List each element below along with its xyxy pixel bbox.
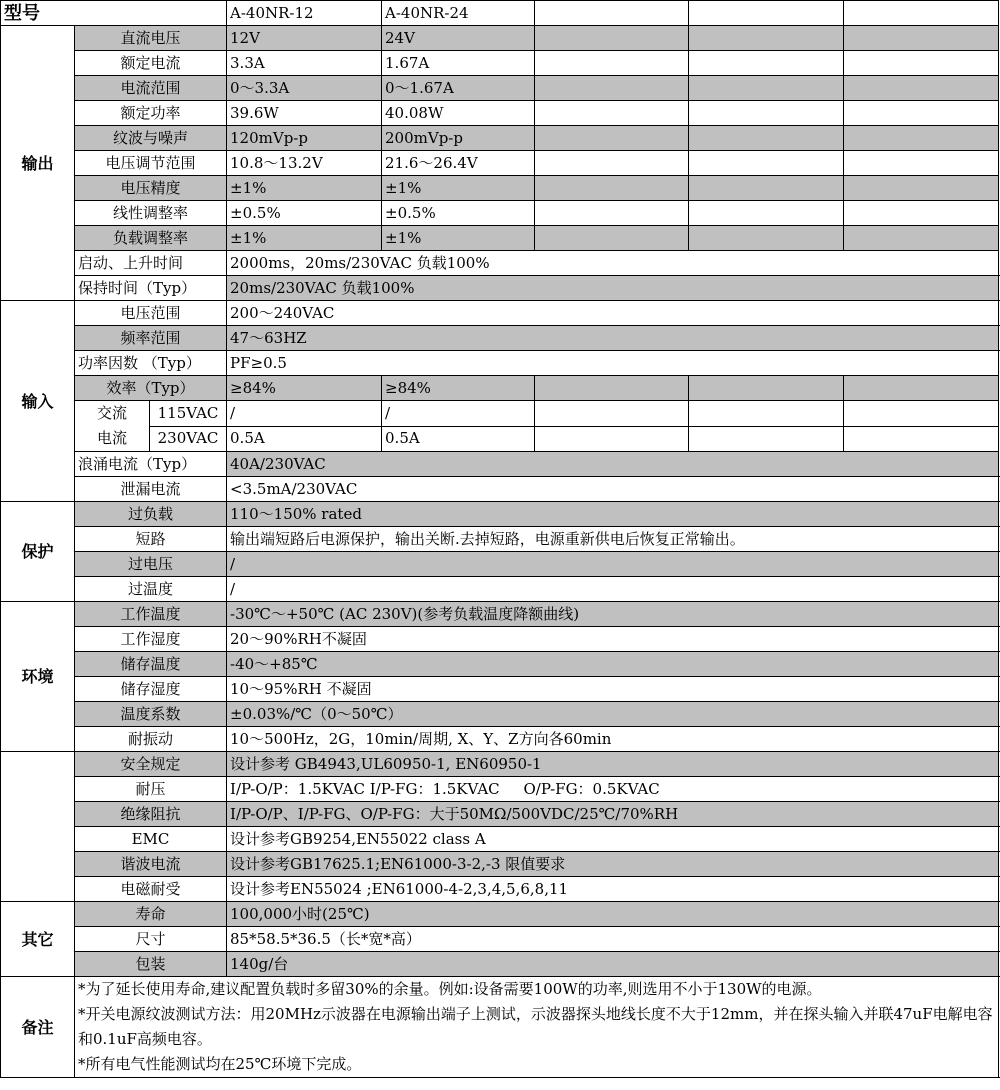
empty-cell — [689, 376, 844, 401]
empty-cell — [535, 226, 689, 251]
row-value: 85*58.5*36.5（长*宽*高） — [227, 927, 999, 952]
section-label-safety — [1, 752, 75, 902]
spec-row — [1, 752, 999, 777]
row-value: 10～95%RH 不凝固 — [227, 677, 999, 702]
spec-row — [1, 51, 999, 76]
empty-cell — [535, 126, 689, 151]
note-item: *所有电气性能测试均在25℃环境下完成。 — [78, 1055, 362, 1073]
spec-row — [1, 927, 999, 952]
row-value: / — [382, 401, 535, 427]
note-item: *开关电源纹波测试方法：用20MHz示波器在电源输出端子上测试，示波器探头地线长度不大于12mm，并在探头输入并联47uF电解电容和0.1uF高频电容。 — [78, 1005, 993, 1048]
row-value: 20ms/230VAC 负载100% — [227, 276, 999, 301]
empty-cell — [535, 51, 689, 76]
empty-cell — [535, 26, 689, 51]
spec-row — [1, 101, 999, 126]
empty-cell — [844, 26, 999, 51]
row-label: 功率因数 （Typ） — [75, 351, 227, 376]
empty-cell — [844, 426, 999, 452]
row-label: 效率（Typ） — [75, 376, 227, 401]
row-value: 10～500Hz，2G，10min/周期, X、Y、Z方向各60min — [227, 727, 999, 752]
spec-row — [1, 251, 999, 276]
row-label: 储存温度 — [75, 652, 227, 677]
spec-row — [1, 376, 999, 401]
row-label: 线性调整率 — [75, 201, 227, 226]
row-label: 工作湿度 — [75, 627, 227, 652]
row-value: ±1% — [382, 176, 535, 201]
spec-row — [1, 552, 999, 577]
row-value: I/P-O/P、I/P-FG、O/P-FG：大于50MΩ/500VDC/25℃/70%RH — [227, 802, 999, 827]
row-value: PF≥0.5 — [227, 351, 999, 376]
spec-row — [1, 802, 999, 827]
row-value: 设计参考GB17625.1;EN61000-3-2,-3 限值要求 — [227, 852, 999, 877]
row-label: 过电压 — [75, 552, 227, 577]
row-value: 10.8～13.2V — [227, 151, 382, 176]
row-value: 3.3A — [227, 51, 382, 76]
row-value: 0.5A — [227, 426, 382, 452]
row-value: 40A/230VAC — [227, 452, 999, 477]
row-value: 12V — [227, 26, 382, 51]
row-value: / — [227, 577, 999, 602]
row-value: 设计参考EN55024 ;EN61000-4-2,3,4,5,6,8,11 — [227, 877, 999, 902]
row-label: 耐压 — [75, 777, 227, 802]
row-label: 额定电流 — [75, 51, 227, 76]
spec-row — [1, 351, 999, 376]
ac-voltage: 115VAC — [150, 401, 227, 427]
spec-row — [1, 502, 999, 527]
section-label-environment: 环境 — [1, 602, 75, 752]
row-value: 0～3.3A — [227, 76, 382, 101]
row-value: ±0.03%/℃（0～50℃） — [227, 702, 999, 727]
row-value: 200mVp-p — [382, 126, 535, 151]
spec-row — [1, 877, 999, 902]
row-label: 寿命 — [75, 902, 227, 927]
row-label: 电压调节范围 — [75, 151, 227, 176]
empty-cell — [844, 376, 999, 401]
empty-cell — [844, 401, 999, 427]
empty-cell — [844, 176, 999, 201]
spec-row — [1, 627, 999, 652]
row-value: 20～90%RH不凝固 — [227, 627, 999, 652]
row-value: ±1% — [227, 226, 382, 251]
empty-cell — [844, 201, 999, 226]
row-value: 1.67A — [382, 51, 535, 76]
row-label: EMC — [75, 827, 227, 852]
spec-row — [1, 677, 999, 702]
row-label: 电压精度 — [75, 176, 227, 201]
row-label: 尺寸 — [75, 927, 227, 952]
spec-row — [1, 902, 999, 927]
row-label: 启动、上升时间 — [75, 251, 227, 276]
row-label: 过负载 — [75, 502, 227, 527]
section-label-input: 输入 — [1, 301, 75, 502]
row-value: -40～+85℃ — [227, 652, 999, 677]
empty-cell — [689, 76, 844, 101]
empty-cell — [844, 151, 999, 176]
row-value: 0～1.67A — [382, 76, 535, 101]
spec-row — [1, 26, 999, 51]
row-label: 保持时间（Typ） — [75, 276, 227, 301]
section-label-notes: 备注 — [1, 977, 75, 1078]
model-name — [844, 1, 999, 26]
empty-cell — [689, 401, 844, 427]
empty-cell — [844, 76, 999, 101]
spec-row — [1, 176, 999, 201]
row-value: I/P-O/P：1.5KVAC I/P-FG：1.5KVAC O/P-FG：0.5KVAC — [227, 777, 999, 802]
row-value: 200～240VAC — [227, 301, 999, 326]
spec-row — [1, 201, 999, 226]
section-label-protection: 保护 — [1, 502, 75, 602]
row-label: 电压范围 — [75, 301, 227, 326]
row-label: 耐振动 — [75, 727, 227, 752]
row-value: / — [227, 552, 999, 577]
model-header: 型号 — [1, 1, 227, 26]
row-label: 负载调整率 — [75, 226, 227, 251]
spec-row — [1, 426, 999, 452]
row-value: 110～150% rated — [227, 502, 999, 527]
note-item: *为了延长使用寿命,建议配置负载时多留30%的余量。例如:设备需要100W的功率,则选用不小于130W的电源。 — [78, 980, 822, 998]
row-value: 0.5A — [382, 426, 535, 452]
empty-cell — [535, 376, 689, 401]
row-value: ±1% — [382, 226, 535, 251]
row-label: 电磁耐受 — [75, 877, 227, 902]
model-row — [1, 1, 999, 26]
row-value: 2000ms，20ms/230VAC 负载100% — [227, 251, 999, 276]
empty-cell — [689, 426, 844, 452]
spec-row — [1, 276, 999, 301]
spec-row — [1, 577, 999, 602]
empty-cell — [844, 126, 999, 151]
row-value: 100,000小时(25℃) — [227, 902, 999, 927]
row-label: 直流电压 — [75, 26, 227, 51]
empty-cell — [689, 226, 844, 251]
spec-row — [1, 727, 999, 752]
empty-cell — [535, 101, 689, 126]
model-name: A-40NR-24 — [382, 1, 535, 26]
row-value: 39.6W — [227, 101, 382, 126]
empty-cell — [535, 426, 689, 452]
row-value: 输出端短路后电源保护，输出关断.去掉短路，电源重新供电后恢复正常输出。 — [227, 527, 999, 552]
row-label: 纹波与噪声 — [75, 126, 227, 151]
empty-cell — [689, 101, 844, 126]
spec-row — [1, 226, 999, 251]
row-label: 电流范围 — [75, 76, 227, 101]
empty-cell — [689, 26, 844, 51]
row-label: 泄漏电流 — [75, 477, 227, 502]
spec-row — [1, 126, 999, 151]
section-label-output: 输出 — [1, 26, 75, 301]
notes-row — [1, 977, 999, 1078]
model-name — [689, 1, 844, 26]
row-value: 设计参考GB9254,EN55022 class A — [227, 827, 999, 852]
spec-row — [1, 852, 999, 877]
row-value: 140g/台 — [227, 952, 999, 977]
row-label: 额定功率 — [75, 101, 227, 126]
spec-row — [1, 301, 999, 326]
row-value: -30℃～+50℃ (AC 230V)(参考负载温度降额曲线) — [227, 602, 999, 627]
row-label: 谐波电流 — [75, 852, 227, 877]
spec-row — [1, 602, 999, 627]
row-label: 温度系数 — [75, 702, 227, 727]
row-value: 21.6～26.4V — [382, 151, 535, 176]
empty-cell — [535, 151, 689, 176]
row-value: ≥84% — [382, 376, 535, 401]
row-label: 安全规定 — [75, 752, 227, 777]
spec-row — [1, 76, 999, 101]
row-label: 浪涌电流（Typ） — [75, 452, 227, 477]
empty-cell — [535, 76, 689, 101]
empty-cell — [844, 226, 999, 251]
spec-row — [1, 477, 999, 502]
row-value: 设计参考 GB4943,UL60950-1, EN60950-1 — [227, 752, 999, 777]
empty-cell — [535, 401, 689, 427]
spec-row — [1, 652, 999, 677]
spec-row — [1, 527, 999, 552]
row-label: 过温度 — [75, 577, 227, 602]
row-label: 频率范围 — [75, 326, 227, 351]
row-label: 短路 — [75, 527, 227, 552]
model-name — [535, 1, 689, 26]
row-value: 120mVp-p — [227, 126, 382, 151]
row-label: 绝缘阻抗 — [75, 802, 227, 827]
row-value: 24V — [382, 26, 535, 51]
spec-row — [1, 827, 999, 852]
spec-row — [1, 151, 999, 176]
spec-row — [1, 326, 999, 351]
ac-current-label — [75, 401, 150, 452]
empty-cell — [689, 51, 844, 76]
row-value: ±1% — [227, 176, 382, 201]
spec-row — [1, 401, 999, 427]
row-label: 包装 — [75, 952, 227, 977]
model-name: A-40NR-12 — [227, 1, 382, 26]
empty-cell — [689, 126, 844, 151]
row-value: 40.08W — [382, 101, 535, 126]
spec-row — [1, 702, 999, 727]
notes-content — [75, 977, 999, 1078]
ac-current-label-line2: 电流 — [96, 429, 127, 447]
row-value: 47～63HZ — [227, 326, 999, 351]
row-value: ±0.5% — [382, 201, 535, 226]
row-value: / — [227, 401, 382, 427]
spec-row — [1, 452, 999, 477]
section-label-other: 其它 — [1, 902, 75, 977]
row-label: 储存湿度 — [75, 677, 227, 702]
spec-row — [1, 952, 999, 977]
empty-cell — [689, 176, 844, 201]
spec-row — [1, 777, 999, 802]
empty-cell — [689, 201, 844, 226]
row-value: <3.5mA/230VAC — [227, 477, 999, 502]
empty-cell — [689, 151, 844, 176]
ac-voltage: 230VAC — [150, 426, 227, 452]
ac-current-label-line1: 交流 — [96, 404, 127, 422]
row-value: ±0.5% — [227, 201, 382, 226]
empty-cell — [535, 201, 689, 226]
empty-cell — [535, 176, 689, 201]
empty-cell — [844, 101, 999, 126]
row-label: 工作温度 — [75, 602, 227, 627]
row-value: ≥84% — [227, 376, 382, 401]
empty-cell — [844, 51, 999, 76]
